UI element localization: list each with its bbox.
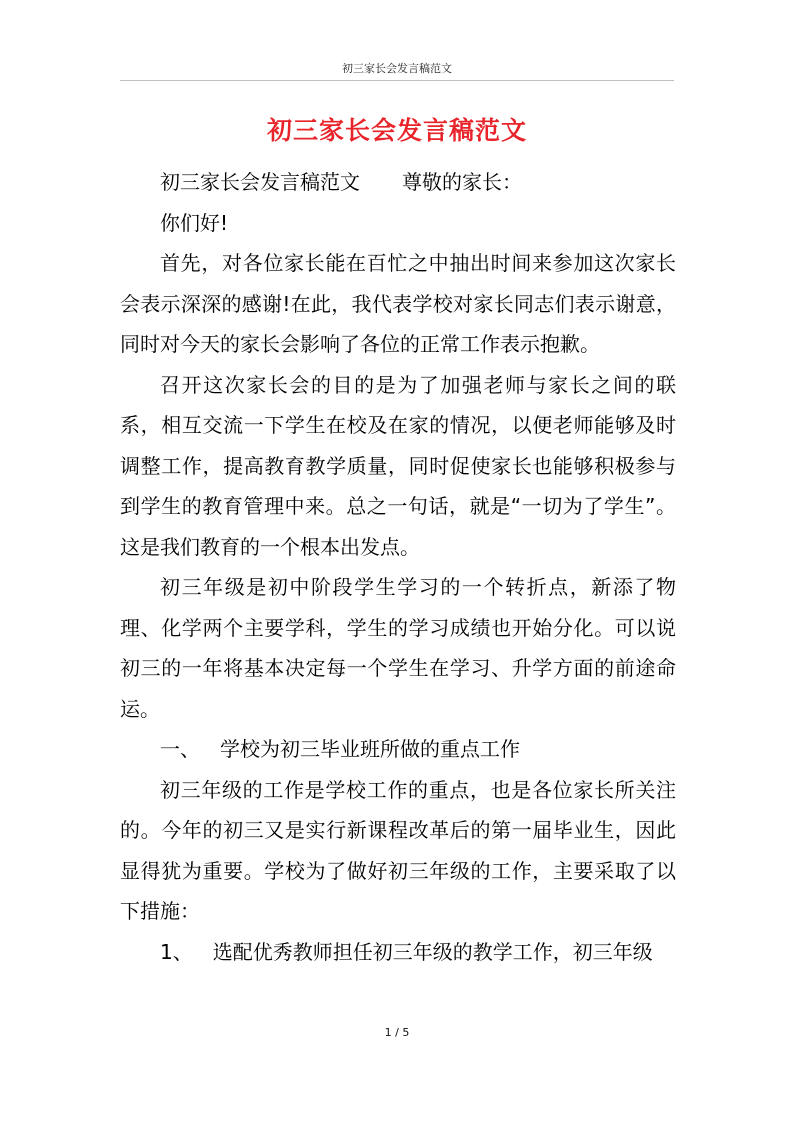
section-heading xyxy=(120,729,676,770)
document-title: 初三家长会发言稿范文 xyxy=(266,116,527,145)
list-item-marker: 1、 xyxy=(160,939,193,964)
section-marker: 一、 xyxy=(160,737,200,761)
opening-doc-label: 初三家长会发言稿范文 xyxy=(160,170,360,194)
greeting: 你们好! xyxy=(160,210,229,235)
section-heading-text: 学校为初三毕业班所做的重点工作 xyxy=(220,737,520,761)
paragraph-thanks: 首先，对各位家长能在百忙之中抽出时间来参加这次家长会表示深深的感谢!在此，我代表学校对家长同志们表示谢意，同时对今天的家长会影响了各位的正常工作表示抱歉。 xyxy=(120,251,676,356)
paragraph-turning-point: 初三年级是初中阶段学生学习的一个转折点，新添了物理、化学两个主要学科，学生的学习成绩也开始分化。可以说初三的一年将基本决定每一个学生在学习、升学方面的前途命运。 xyxy=(120,575,676,721)
document-body xyxy=(120,162,676,972)
opening-line xyxy=(120,162,676,203)
paragraph-measures: 初三年级的工作是学校工作的重点，也是各位家长所关注的。今年的初三又是实行新课程改革后的第一届毕业生，因此显得犹为重要。学校为了做好初三年级的工作，主要采取了以下措施： xyxy=(120,777,676,923)
list-item xyxy=(120,932,676,973)
header-divider xyxy=(120,80,674,81)
salutation: 尊敬的家长： xyxy=(402,170,522,194)
paragraph-purpose: 召开这次家长会的目的是为了加强老师与家长之间的联系，相互交流一下学生在校及在家的情况，以便老师能够及时调整工作，提高教育教学质量，同时促使家长也能够积极参与到学生的教育管理中来。总之一句话，就是“一切为了学生”。这是我们教育的一个根本出发点。 xyxy=(120,372,676,559)
page-number: 1 / 5 xyxy=(384,1026,410,1039)
list-item-text: 选配优秀教师担任初三年级的教学工作，初三年级 xyxy=(212,939,653,964)
running-header: 初三家长会发言稿范文 xyxy=(342,62,452,75)
